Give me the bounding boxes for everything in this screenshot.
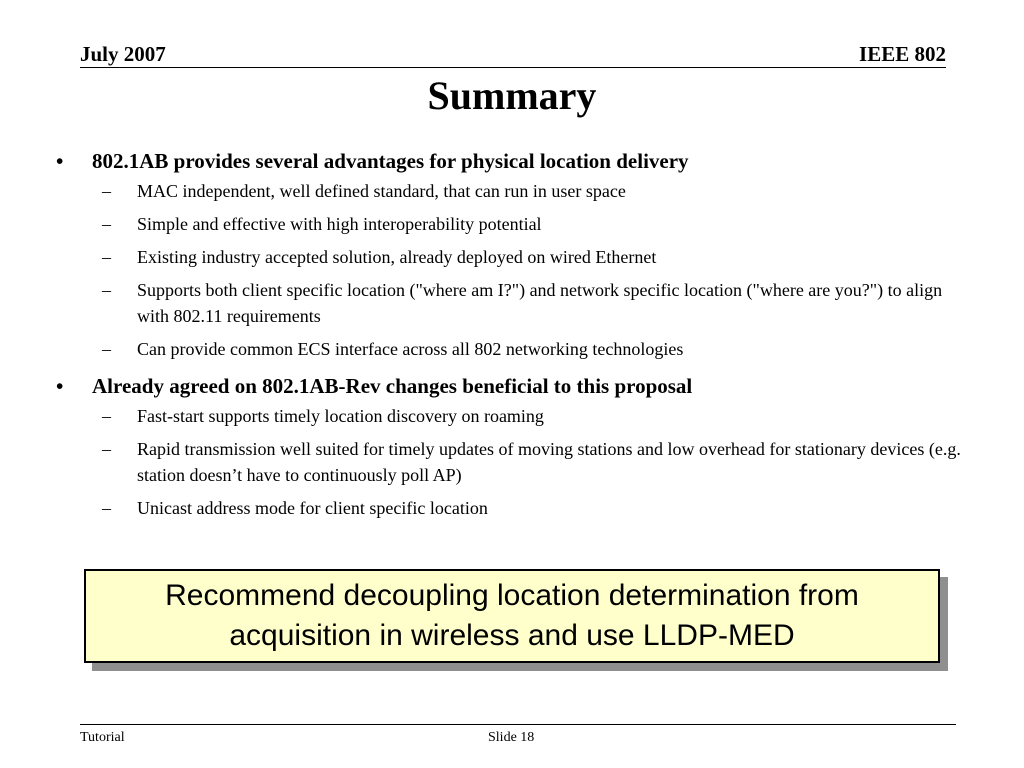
sub-item <box>56 336 976 362</box>
bullet-text: Already agreed on 802.1AB-Rev changes beneficial to this proposal <box>92 374 693 398</box>
bullet-item <box>56 369 976 403</box>
dash-marker: – <box>102 214 111 234</box>
dash-marker: – <box>102 280 111 300</box>
sub-item <box>56 495 976 521</box>
sub-text: Fast-start supports timely location discovery on roaming <box>137 406 544 426</box>
sub-item <box>56 178 976 204</box>
sub-item <box>56 277 976 329</box>
callout-text: Recommend decoupling location determination from acquisition in wireless and use LLDP-MED <box>165 579 859 652</box>
sub-text: Simple and effective with high interoperability potential <box>137 214 542 234</box>
sub-text: MAC independent, well defined standard, that can run in user space <box>137 181 626 201</box>
sub-text: Unicast address mode for client specific location <box>137 498 488 518</box>
footer-label: Tutorial <box>80 730 125 745</box>
slide-body <box>56 144 976 528</box>
dash-marker: – <box>102 247 111 267</box>
sub-text: Existing industry accepted solution, already deployed on wired Ethernet <box>137 247 657 267</box>
sub-item <box>56 403 976 429</box>
header-org: IEEE 802 <box>859 42 946 66</box>
dash-marker: – <box>102 406 111 426</box>
bullet-marker: • <box>56 374 64 398</box>
sub-text: Supports both client specific location ("where am I?") and network specific location ("where are you?") to align with 802.11 requirements <box>137 280 943 326</box>
sub-item <box>56 244 976 270</box>
sub-text: Can provide common ECS interface across all 802 networking technologies <box>137 339 684 359</box>
dash-marker: – <box>102 339 111 359</box>
slide-number: Slide 18 <box>488 730 535 745</box>
dash-marker: – <box>102 439 111 459</box>
dash-marker: – <box>102 498 111 518</box>
header-date: July 2007 <box>80 42 166 66</box>
slide-title: Summary <box>427 73 597 118</box>
bullet-item <box>56 144 976 178</box>
sub-item <box>56 211 976 237</box>
recommendation-callout <box>84 569 940 663</box>
header-divider <box>80 67 946 68</box>
sub-text: Rapid transmission well suited for timely updates of moving stations and low overhead for stationary devices (e.g. station doesn’t have to continuously poll AP) <box>137 439 961 485</box>
bullet-marker: • <box>56 149 64 173</box>
sub-item <box>56 436 976 488</box>
footer-divider <box>80 724 956 725</box>
dash-marker: – <box>102 181 111 201</box>
bullet-text: 802.1AB provides several advantages for physical location delivery <box>92 149 689 173</box>
